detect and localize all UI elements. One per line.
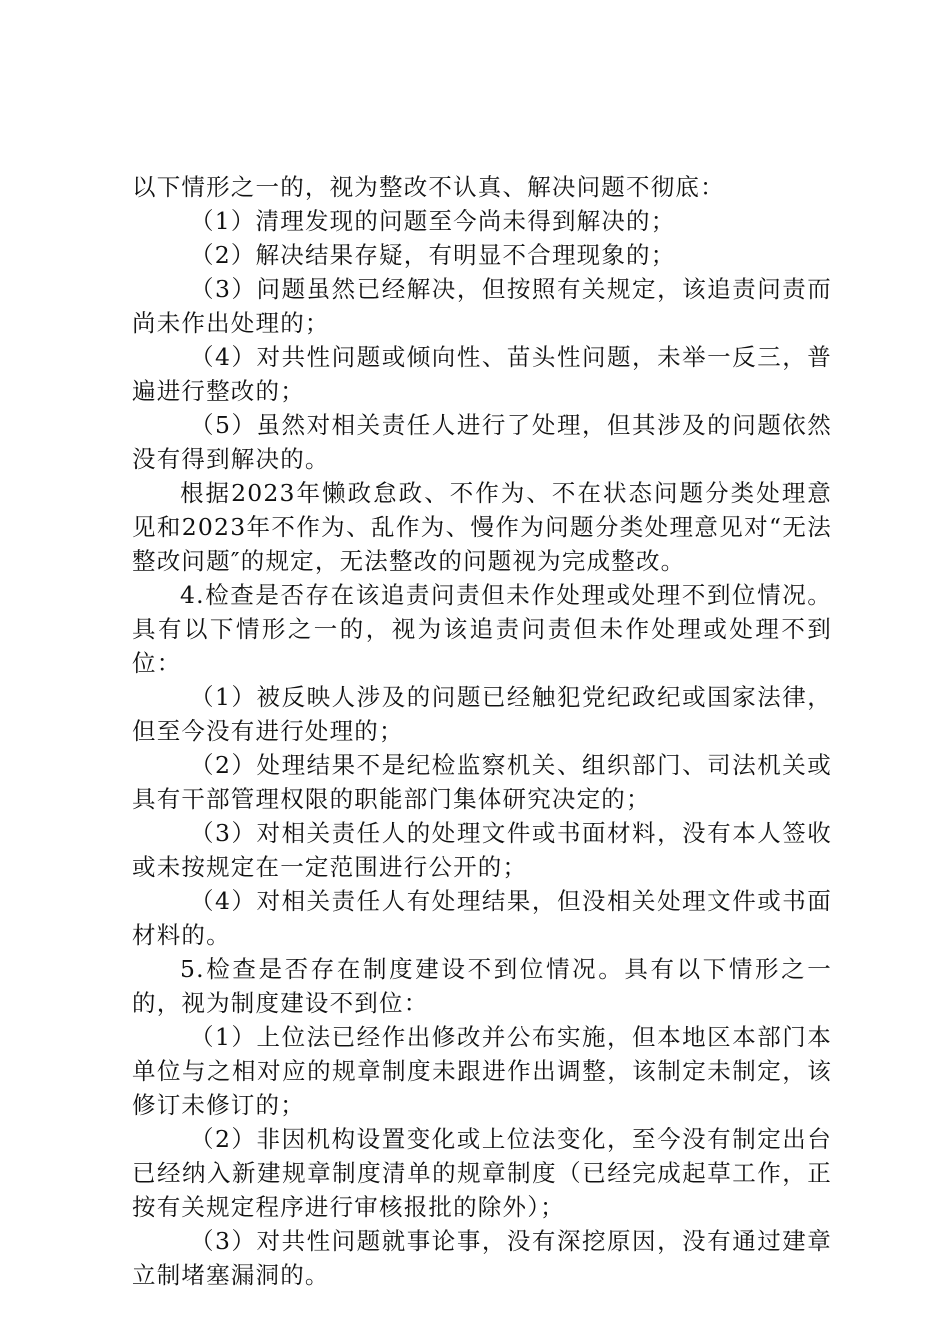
list-item: （1）被反映人涉及的问题已经触犯党纪政纪或国家法律，但至今没有进行处理的；	[132, 683, 832, 745]
paragraph-basis: 根据2023年懒政怠政、不作为、不在状态问题分类处理意见和2023年不作为、乱作为、慢作为问题分类处理意见对“无法整改问题″的规定，无法整改的问题视为完成整改。	[132, 479, 832, 575]
section-heading-4: 4.检查是否存在该追责问责但未作处理或处理不到位情况。具有以下情形之一的，视为该追责问责但未作处理或处理不到位：	[132, 581, 832, 677]
list-item: （3）问题虽然已经解决，但按照有关规定，该追责问责而尚未作出处理的；	[132, 275, 832, 337]
list-item: （4）对相关责任人有处理结果，但没相关处理文件或书面材料的。	[132, 887, 832, 949]
list-item: （5）虽然对相关责任人进行了处理，但其涉及的问题依然没有得到解决的。	[132, 411, 832, 473]
list-item: （1）上位法已经作出修改并公布实施，但本地区本部门本单位与之相对应的规章制度未跟进作出调整，该制定未制定，该修订未修订的；	[132, 1023, 832, 1119]
list-item: （4）对共性问题或倾向性、苗头性问题，未举一反三，普遍进行整改的；	[132, 343, 832, 405]
list-item: （2）处理结果不是纪检监察机关、组织部门、司法机关或具有干部管理权限的职能部门集体研究决定的；	[132, 751, 832, 813]
list-item: （2）解决结果存疑，有明显不合理现象的；	[190, 241, 676, 269]
paragraph-intro: 以下情形之一的，视为整改不认真、解决问题不彻底：	[132, 173, 725, 201]
list-item: （1）清理发现的问题至今尚未得到解决的；	[190, 207, 676, 235]
section-heading-5: 5.检查是否存在制度建设不到位情况。具有以下情形之一的，视为制度建设不到位：	[132, 955, 832, 1017]
document-body	[132, 170, 832, 1292]
list-item: （3）对相关责任人的处理文件或书面材料，没有本人签收或未按规定在一定范围进行公开的；	[132, 819, 832, 881]
list-item: （2）非因机构设置变化或上位法变化，至今没有制定出台已经纳入新建规章制度清单的规章制度（已经完成起草工作，正按有关规定程序进行审核报批的除外）；	[132, 1125, 832, 1221]
list-item: （3）对共性问题就事论事，没有深挖原因，没有通过建章立制堵塞漏洞的。	[132, 1227, 832, 1289]
